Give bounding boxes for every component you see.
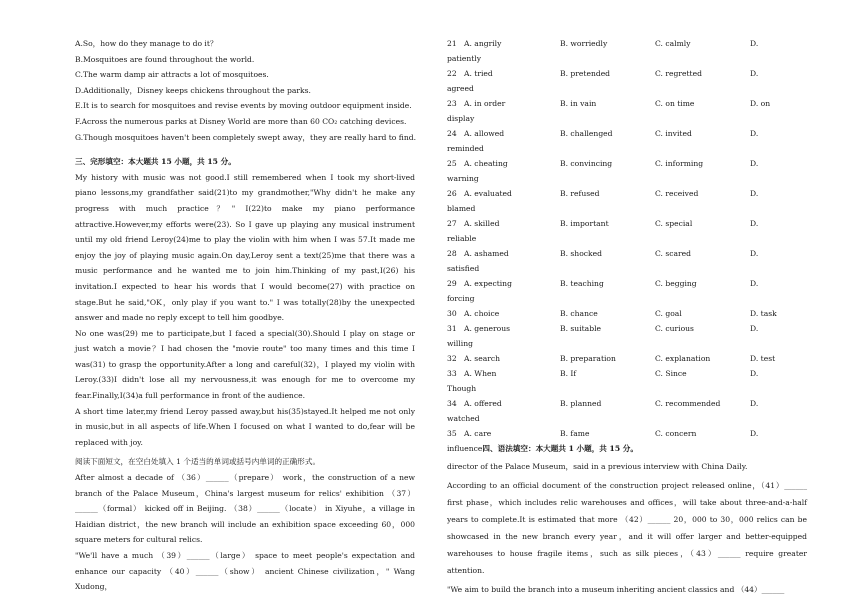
option-text: A. offered <box>464 399 502 408</box>
choice-wrap-line: blamed <box>447 204 476 213</box>
choice-row <box>447 66 807 81</box>
question-number: 31 <box>447 324 457 333</box>
choice-option-d: D. task <box>750 309 777 318</box>
choice-option-d: D. on <box>750 99 771 108</box>
option-text: A. search <box>464 354 501 363</box>
choice-option-a <box>447 96 560 111</box>
section-heading-cloze: 三、完形填空：本大题共 15 小题，共 15 分。 <box>75 157 236 167</box>
question-number: 30 <box>447 309 457 318</box>
choice-option-b: B. shocked <box>560 249 602 258</box>
choice-option-c: C. received <box>655 189 699 198</box>
option-text: A. cheating <box>464 159 508 168</box>
choice-option-c: C. explanation <box>655 354 711 363</box>
choice-option-d: D. <box>750 219 759 228</box>
option-text: A. skilled <box>464 219 500 228</box>
option-text: A. allowed <box>464 129 505 138</box>
option-text: A. When <box>464 369 497 378</box>
option-text: A. angrily <box>464 39 502 48</box>
choice-option-d: D. <box>750 39 759 48</box>
cloze-choices <box>447 36 807 441</box>
choice-row <box>447 366 807 381</box>
grammar-continued-1: director of the Palace Museum，said in a previous interview with China Daily. <box>447 462 748 471</box>
choice-option-a <box>447 126 560 141</box>
option-text: A. in order <box>464 99 506 108</box>
cloze-paragraph-3: A short time later,my friend Leroy passed away,but his(35)stayed.It helped me not only in music,but in all aspects of life.When I focused on what I wanted to do,fear will be replaced with joy. <box>75 406 415 447</box>
choice-wrap-line: willing <box>447 339 473 348</box>
choice-row <box>447 36 807 51</box>
choice-option-d: D. test <box>750 354 776 363</box>
choice-option-c: C. special <box>655 219 693 228</box>
choice-option-a <box>447 321 560 336</box>
choice-option-d: D. <box>750 429 759 438</box>
right-column <box>447 36 807 598</box>
choice-row <box>447 216 807 231</box>
option-text: A. care <box>464 429 492 438</box>
option-a: A.So，how do they manage to do it？ <box>75 39 218 48</box>
choice-option-b: B. convincing <box>560 159 613 168</box>
choice-option-a <box>447 216 560 231</box>
grammar-paragraph-1: After almost a decade of （36）______（prepare） work，the construction of a new branch of the Palace Museum，China's largest museum for relics' exhibition （37）______（formal） kicked off in Beijing. （38）______（locate） in Xiyuhe，a village in Haidian district，the new branch will include an exhibition space exceeding 60，000 square meters for cultural relics. <box>75 473 415 545</box>
option-text: A. expecting <box>464 279 512 288</box>
choice-wrap-line: reminded <box>447 144 484 153</box>
choice-option-c: C. recommended <box>655 399 721 408</box>
option-d: D.Additionally，Disney keeps chickens throughout the parks. <box>75 85 311 95</box>
choice-option-c: C. begging <box>655 279 697 288</box>
cloze-paragraph-1: My history with music was not good.I still remembered when I took my short-lived piano lessons,my grandfather said(21)to my grandmother,"Why didn't he make any progress with much practice？" I(22)to make my piano performance attractive.However,my efforts were(23). So I gave up playing any musical instrument until my old friend Leroy(24)me to play the violin with him when I was 57.It made me enjoy the joy of playing music again.On day,Leroy sent a text(25)me that there was a music performance and he wanted me to join him.Thinking of my past,I(26) his invitation.I expected to hear his words that I would become(27) with practice on stage.But he said,"OK，only play if you want to." I was totally(28)by the unexpected answer and made no reply except to tell him goodbye. <box>75 172 415 323</box>
option-b: B.Mosquitoes are found throughout the world. <box>75 54 255 64</box>
question-number: 21 <box>447 39 457 48</box>
choice-row <box>447 426 807 441</box>
choice-wrap-line: display <box>447 114 475 123</box>
grammar-paragraph-2: "We'll have a much （39）______（large） space to meet people's expectation and enhance our capacity （40）______（show） ancient Chinese civilization，" Wang Xudong， <box>75 551 415 592</box>
cloze-paragraph-2: No one was(29) me to participate,but I faced a special(30).Should I play on stage or just watch a movie？I had chosen the "movie route" too many times and this time I was(31) to grasp the opportunity.After a long and careful(32)，I played my violin with Leroy.(33)I didn't lose all my nervousness,it was enough for me to overcome my fear.Finally,I(34)a full performance in front of the audience. <box>75 328 415 401</box>
option-f: F.Across the numerous parks at Disney World are more than 60 CO₂ catching devices. <box>75 116 407 126</box>
choice-row <box>447 156 807 171</box>
choice-option-c: C. goal <box>655 309 682 318</box>
choice-option-a <box>447 246 560 261</box>
question-number: 35 <box>447 429 457 438</box>
sentence-options <box>75 36 415 145</box>
section-heading-grammar: 四、语法填空：本大题共 1 小题，共 15 分。 <box>482 444 638 453</box>
choice-option-b: B. worriedly <box>560 39 608 48</box>
choice-option-d: D. <box>750 159 759 168</box>
choice-wrap-line: warning <box>447 174 479 183</box>
question-number: 32 <box>447 354 457 363</box>
choice-option-b: B. refused <box>560 189 600 198</box>
choice-option-d: D. <box>750 189 759 198</box>
choice-option-b: B. in vain <box>560 99 597 108</box>
choice-wrap-line: watched <box>447 414 480 423</box>
option-text: A. ashamed <box>464 249 509 258</box>
question-number: 33 <box>447 369 457 378</box>
choice-option-d: D. <box>750 129 759 138</box>
choice-option-b: B. suitable <box>560 324 601 333</box>
choice-option-c: C. regretted <box>655 69 702 78</box>
choice-option-b: B. fame <box>560 429 590 438</box>
choice-row <box>447 396 807 411</box>
choice-option-b: B. teaching <box>560 279 604 288</box>
choice-option-a <box>447 396 560 411</box>
choice-wrap-line: satisfied <box>447 264 480 273</box>
choice-option-b: B. planned <box>560 399 602 408</box>
choice-option-b: B. pretended <box>560 69 611 78</box>
option-g: G.Though mosquitoes haven't been completely swept away，they are really hard to find. <box>75 132 417 142</box>
choice-row <box>447 306 807 321</box>
grammar-intro: 阅读下面短文，在空白处填入 1 个适当的单词或括号内单词的正确形式。 <box>75 457 321 467</box>
choice-wrap-line: forcing <box>447 294 475 303</box>
choice-option-a <box>447 66 560 81</box>
grammar-continued-2: According to an official document of the construction project released online，（41）______ first phase，which includes relic warehouses and offices，will take about three-and-a-half years to complete.It is estimated that more （42）______ 20，000 to 30，000 relics can be showcased in the new branch every year，and it will offer larger and better-equipped warehouses to house fragile items，such as silk pieces，（43）______ require greater attention. <box>447 481 807 575</box>
choice-wrap-line: reliable <box>447 234 477 243</box>
choice-option-d: D. <box>750 399 759 408</box>
question-number: 26 <box>447 189 457 198</box>
option-text: A. tried <box>464 69 493 78</box>
choice-option-b: B. chance <box>560 309 598 318</box>
choice-option-a <box>447 156 560 171</box>
choice-row <box>447 321 807 336</box>
choice-wrap-line: agreed <box>447 84 474 93</box>
choice-option-c: C. on time <box>655 99 695 108</box>
last-wrap-prefix: influence <box>447 444 483 453</box>
option-c: C.The warm damp air attracts a lot of mosquitoes. <box>75 70 269 80</box>
question-number: 25 <box>447 159 457 168</box>
choice-option-d: D. <box>750 324 759 333</box>
choice-option-a <box>447 186 560 201</box>
option-text: A. generous <box>464 324 511 333</box>
choice-option-a <box>447 426 560 441</box>
choice-option-c: C. calmly <box>655 39 691 48</box>
left-column <box>75 36 415 595</box>
choice-row <box>447 126 807 141</box>
choice-wrap-line: Though <box>447 384 477 393</box>
choice-option-b: B. If <box>560 369 577 378</box>
choice-option-c: C. concern <box>655 429 697 438</box>
choice-option-d: D. <box>750 249 759 258</box>
choice-option-a <box>447 306 560 321</box>
choice-option-c: C. informing <box>655 159 704 168</box>
choice-row <box>447 276 807 291</box>
grammar-continued-3: "We aim to build the branch into a museum inheriting ancient classics and （44）______ <box>447 585 785 594</box>
question-number: 34 <box>447 399 457 408</box>
choice-option-c: C. Since <box>655 369 687 378</box>
choice-option-c: C. scared <box>655 249 692 258</box>
choice-wrap-line-last <box>447 441 807 456</box>
question-number: 23 <box>447 99 457 108</box>
choice-option-b: B. important <box>560 219 609 228</box>
choice-option-b: B. challenged <box>560 129 613 138</box>
choice-row <box>447 246 807 261</box>
choice-option-d: D. <box>750 69 759 78</box>
choice-option-d: D. <box>750 279 759 288</box>
choice-row <box>447 351 807 366</box>
choice-row <box>447 186 807 201</box>
option-e: E.It is to search for mosquitoes and revise events by moving outdoor equipment inside. <box>75 101 412 111</box>
question-number: 22 <box>447 69 457 78</box>
question-number: 28 <box>447 249 457 258</box>
choice-wrap-line: patiently <box>447 54 482 63</box>
option-text: A. evaluated <box>464 189 512 198</box>
choice-option-c: C. invited <box>655 129 692 138</box>
option-text: A. choice <box>464 309 500 318</box>
choice-option-a <box>447 351 560 366</box>
choice-option-b: B. preparation <box>560 354 616 363</box>
choice-option-a <box>447 36 560 51</box>
question-number: 27 <box>447 219 457 228</box>
choice-option-a <box>447 276 560 291</box>
question-number: 29 <box>447 279 457 288</box>
question-number: 24 <box>447 129 457 138</box>
choice-option-a <box>447 366 560 381</box>
choice-option-c: C. curious <box>655 324 694 333</box>
choice-option-d: D. <box>750 369 759 378</box>
choice-row <box>447 96 807 111</box>
